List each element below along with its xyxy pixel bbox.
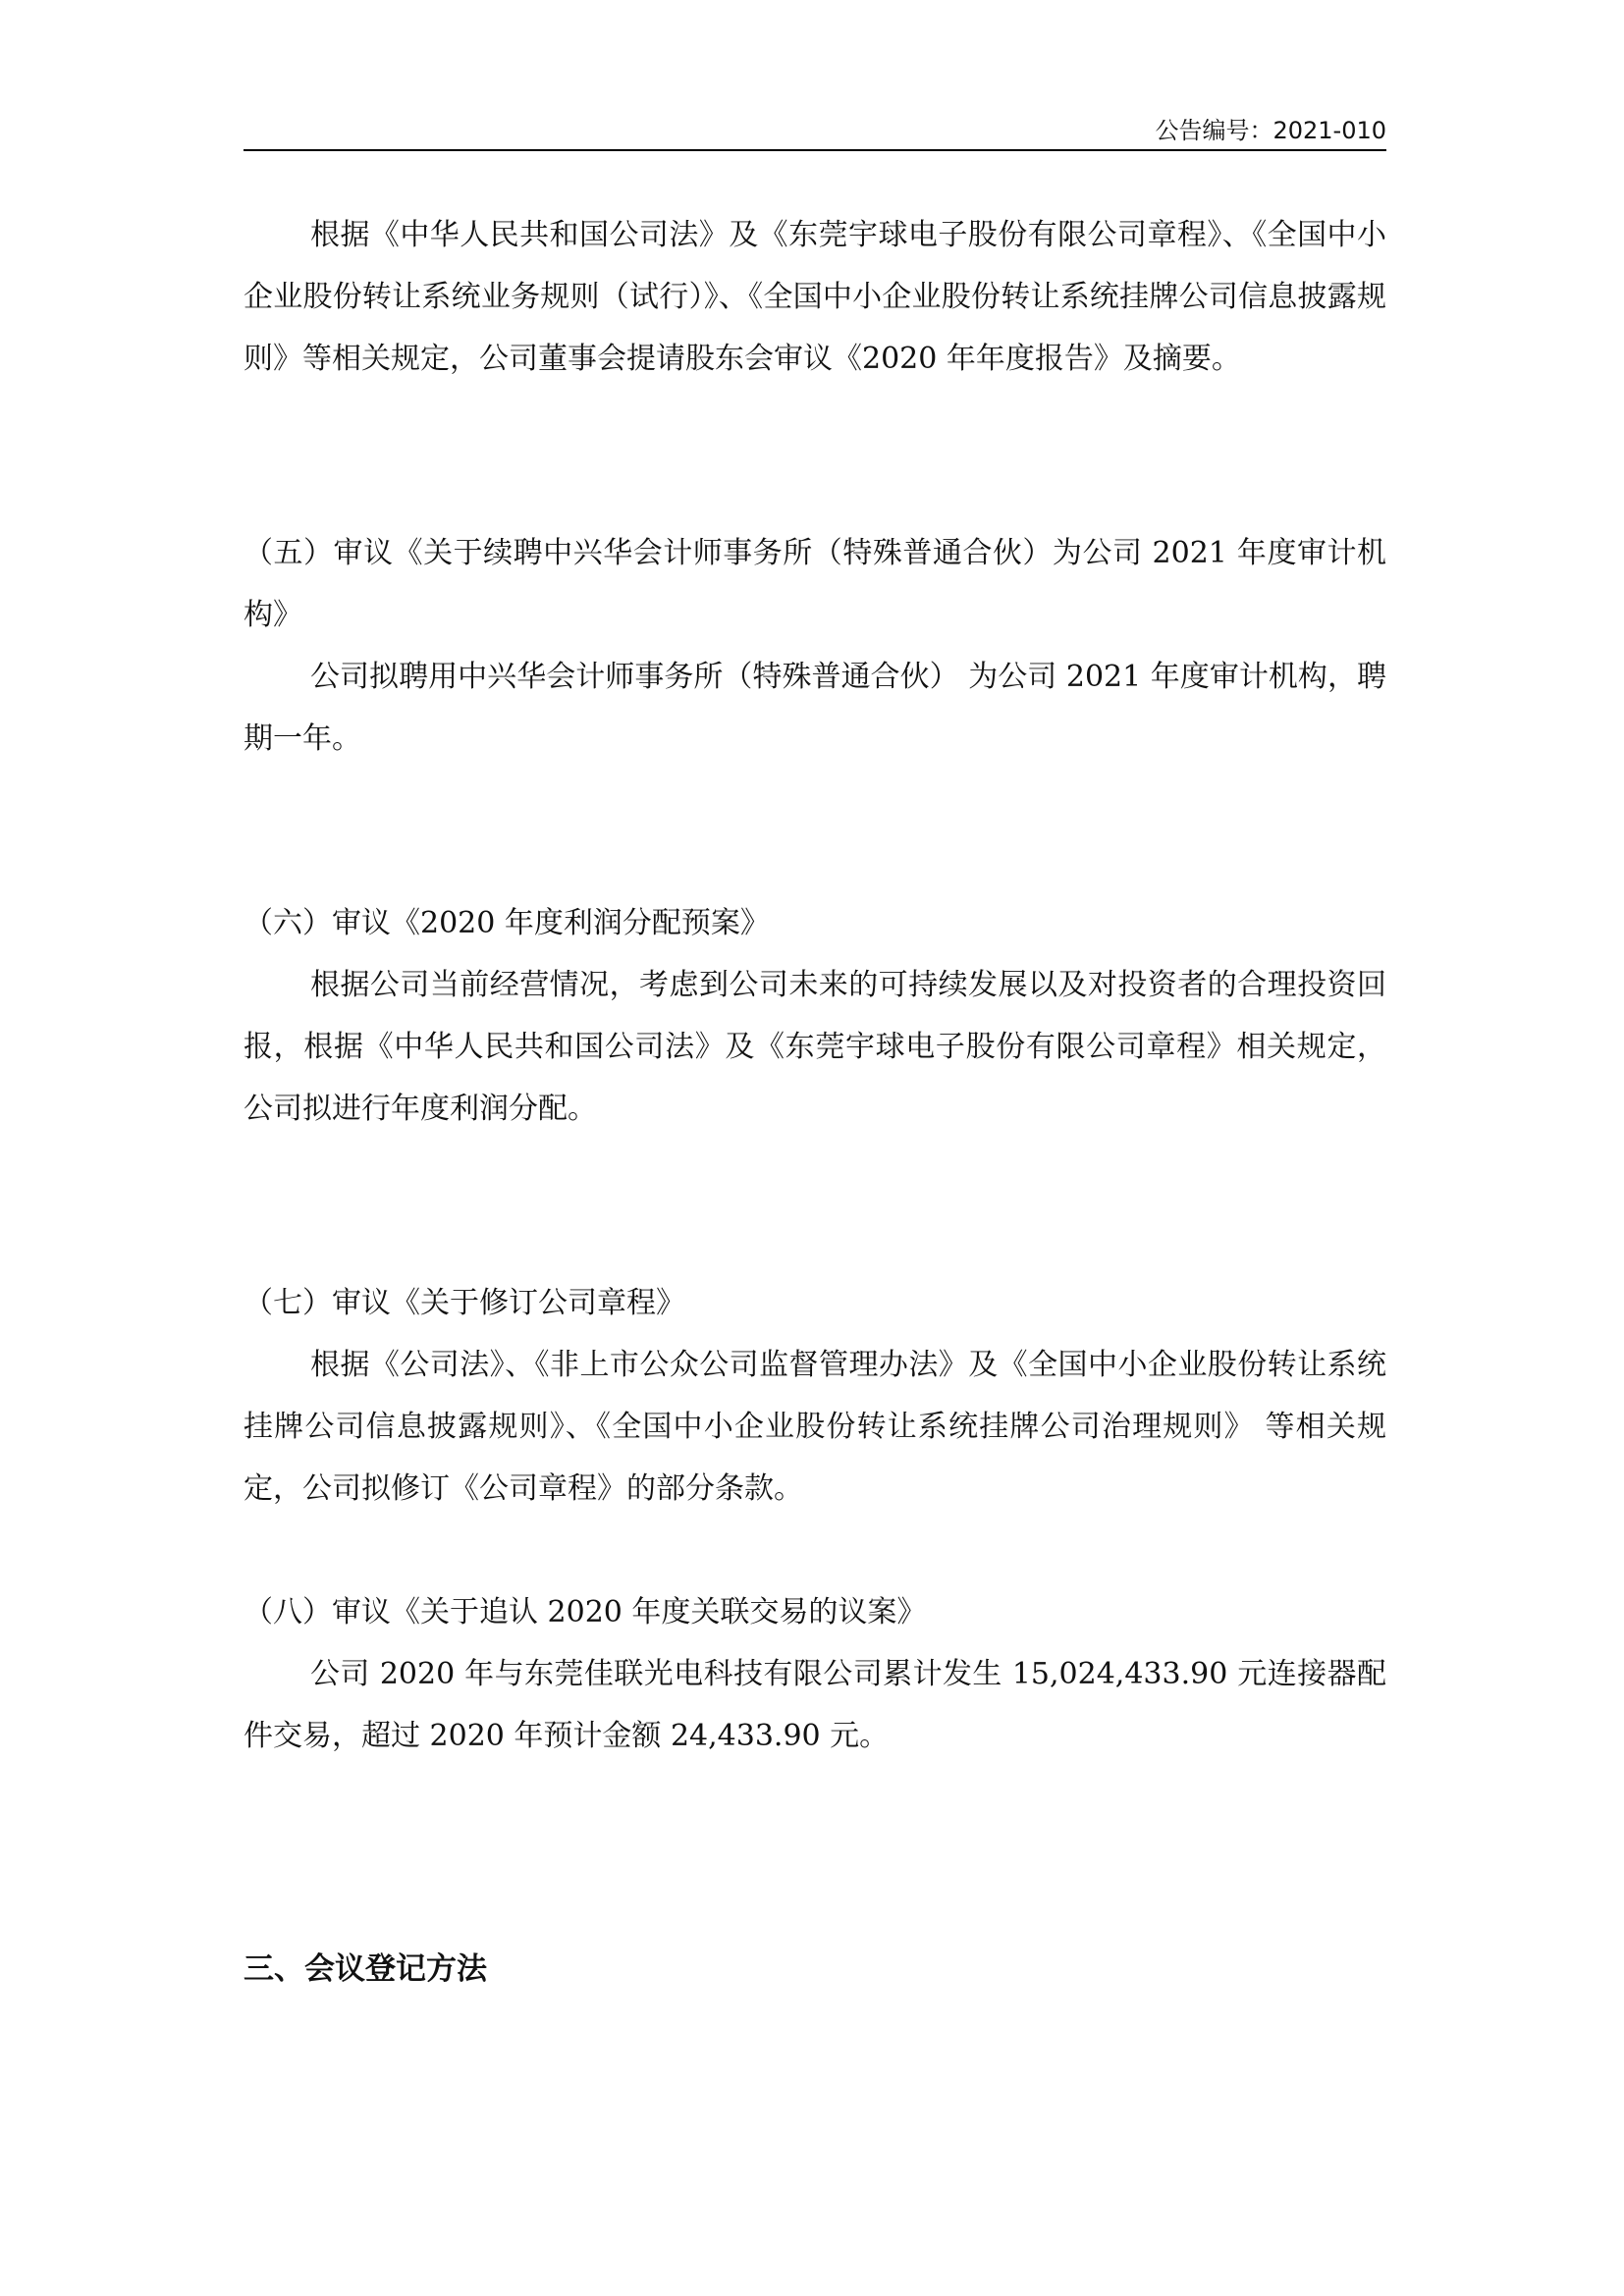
section-8-title: （八）审议《关于追认 2020 年度关联交易的议案》: [244, 1595, 927, 1629]
section-8-body: 公司 2020 年与东莞佳联光电科技有限公司累计发生 15,024,433.90 元连接器配件交易，超过 2020 年预计金额 24,433.90 元。: [244, 1657, 1386, 1753]
intro-paragraph: 根据《中华人民共和国公司法》及《东莞宇球电子股份有限公司章程》、《全国中小企业股份转让系统业务规则（试行）》、《全国中小企业股份转让系统挂牌公司信息披露规则》等相关规定，公司董事会提请股东会审议《2020 年年度报告》及摘要。: [244, 218, 1386, 376]
spacer: [244, 390, 1386, 522]
page-header: [244, 116, 1386, 151]
section-6-title: （六）审议《2020 年度利润分配预案》: [244, 906, 770, 940]
spacer: [244, 1140, 1386, 1272]
part-3-title: 三、会议登记方法: [244, 1951, 487, 1987]
section-5-body: 公司拟聘用中兴华会计师事务所（特殊普通合伙） 为公司 2021 年度审计机构，聘期一年。: [244, 660, 1386, 756]
spacer: [244, 770, 1386, 892]
section-7-body: 根据《公司法》、《非上市公众公司监督管理办法》及《全国中小企业股份转让系统挂牌公司信息披露规则》、《全国中小企业股份转让系统挂牌公司治理规则》 等相关规定，公司拟修订《公司章程》的部分条款。: [244, 1348, 1386, 1506]
spacer: [244, 1520, 1386, 1581]
section-6-body: 根据公司当前经营情况，考虑到公司未来的可持续发展以及对投资者的合理投资回报，根据《中华人民共和国公司法》及《东莞宇球电子股份有限公司章程》相关规定，公司拟进行年度利润分配。: [244, 968, 1386, 1126]
announcement-number: 公告编号：2021-010: [1155, 117, 1386, 144]
document-body: [244, 204, 1386, 2001]
spacer: [244, 1767, 1386, 1939]
section-5-title: （五）审议《关于续聘中兴华会计师事务所（特殊普通合伙）为公司 2021 年度审计机构》: [244, 536, 1386, 632]
section-7-title: （七）审议《关于修订公司章程》: [244, 1286, 685, 1320]
